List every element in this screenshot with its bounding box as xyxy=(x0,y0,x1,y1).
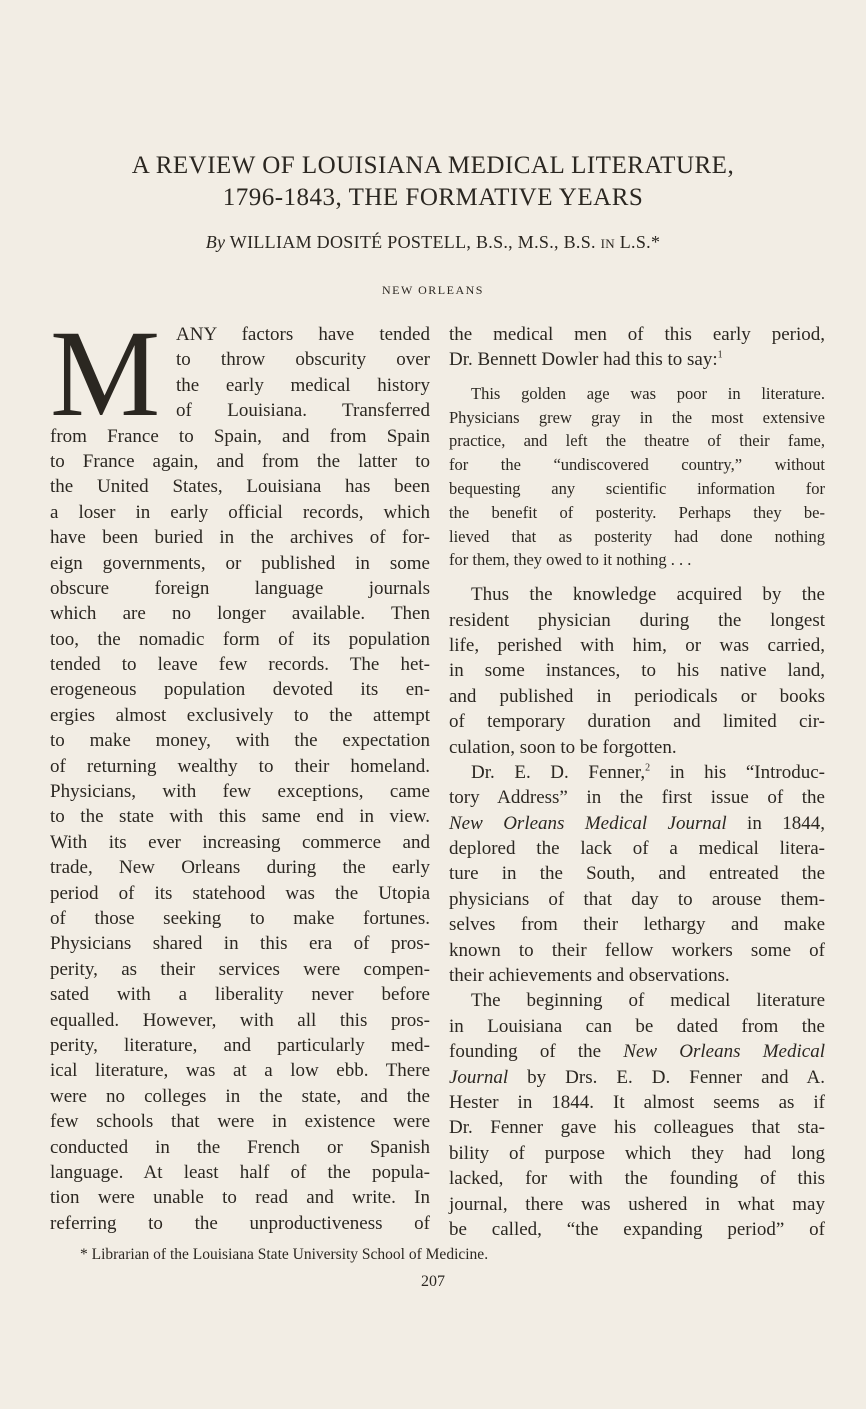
text-line: physicians of that day to arouse them- xyxy=(449,888,825,910)
text-line: ergies almost exclusively to the attempt xyxy=(50,704,430,726)
text-line: be called, “the expanding period” of xyxy=(449,1218,825,1240)
text-line: Physicians shared in this era of pros- xyxy=(50,933,430,955)
text-line: for the “undiscovered country,” without xyxy=(449,455,825,475)
text-line: ical literature, was at a low ebb. There xyxy=(50,1060,430,1082)
text-line: period of its statehood was the Utopia xyxy=(50,882,430,904)
footnote: * Librarian of the Louisiana State University School of Medicine. xyxy=(80,1246,489,1263)
left-column-text xyxy=(50,305,430,1236)
text-line: life, perished with him, or was carried, xyxy=(449,634,825,656)
text-line: tion were unable to read and write. In xyxy=(50,1187,430,1209)
text-line: This golden age was poor in literature. xyxy=(471,383,825,403)
text-line: of those seeking to make fortunes. xyxy=(50,907,430,929)
text-line: in some instances, to his native land, xyxy=(449,660,825,682)
paragraph-knowledge xyxy=(449,582,825,760)
right-intro-line: the medical men of this early period, xyxy=(449,324,825,345)
text-line: erogeneous population devoted its en- xyxy=(50,679,430,701)
text-line: too, the nomadic form of its population xyxy=(50,628,430,650)
page-number: 207 xyxy=(421,1273,445,1290)
text-line: Hester in 1844. It almost seems as if xyxy=(449,1091,825,1113)
text-line: to throw obscurity over xyxy=(176,349,430,371)
text-line: a loser in early official records, which xyxy=(50,501,430,523)
text-line: journal, there was ushered in what may xyxy=(449,1193,825,1215)
text-line: New Orleans Medical Journal in 1844, xyxy=(449,812,825,834)
text-line: ANY factors have tended xyxy=(176,324,430,345)
text-line: the early medical history xyxy=(176,374,430,396)
text-line: perity, literature, and particularly med- xyxy=(50,1034,430,1056)
text-line: obscure foreign language journals xyxy=(50,577,430,599)
article-title xyxy=(40,150,826,214)
text-line: from France to Spain, and from Spain xyxy=(50,425,430,447)
block-quote xyxy=(449,382,825,572)
text-line: Journal by Drs. E. D. Fenner and A. xyxy=(449,1066,825,1088)
text-line: their achievements and observations. xyxy=(449,965,730,987)
text-line: tended to leave few records. The het- xyxy=(50,654,430,676)
text-line: the United States, Louisiana has been xyxy=(50,476,430,498)
text-line: conducted in the French or Spanish xyxy=(50,1136,430,1158)
text-line: referring to the unproductiveness of xyxy=(50,1212,430,1234)
byline xyxy=(40,232,826,253)
text-line: Physicians grew gray in the most extensive xyxy=(449,407,825,427)
title-line-2: 1796-1843, THE FORMATIVE YEARS xyxy=(222,184,644,211)
text-line: selves from their lethargy and make xyxy=(449,914,825,936)
text-line: have been buried in the archives of for- xyxy=(50,527,430,549)
right-intro-line: Dr. Bennett Dowler had this to say:$^1$ xyxy=(449,349,723,371)
text-line: Dr. Fenner gave his colleagues that sta- xyxy=(449,1117,825,1139)
text-line: practice, and left the theatre of their fame, xyxy=(449,431,825,451)
text-line: of temporary duration and limited cir- xyxy=(449,711,825,733)
text-line: trade, New Orleans during the early xyxy=(50,857,430,879)
text-line: few schools that were in existence were xyxy=(50,1111,430,1133)
byline-author: WILLIAM DOSITÉ POSTELL, B.S., M.S., B.S. xyxy=(229,232,596,252)
text-line: Dr. E. D. Fenner,$^2$ in his “Introduc- xyxy=(471,761,826,783)
text-line: language. At least half of the popula- xyxy=(50,1161,430,1183)
byline-in: IN xyxy=(600,236,615,251)
text-line: were no colleges in the state, and the xyxy=(50,1085,430,1107)
text-line: of returning wealthy to their homeland. xyxy=(50,755,430,777)
title-line-1: A REVIEW OF LOUISIANA MEDICAL LITERATURE, xyxy=(131,152,735,179)
text-line: culation, soon to be forgotten. xyxy=(449,736,677,758)
text-line: for them, they owed to it nothing . . . xyxy=(449,550,692,570)
text-line: lieved that as posterity had done nothing xyxy=(449,526,825,546)
text-line: to the state with this same end in view. xyxy=(50,806,430,828)
drop-cap: M xyxy=(50,305,161,442)
text-line: which are no longer available. Then xyxy=(50,603,430,625)
text-line: founding of the New Orleans Medical xyxy=(449,1041,825,1063)
text-line: to France again, and from the latter to xyxy=(50,450,430,472)
location-line: NEW ORLEANS xyxy=(382,283,484,297)
paragraph-fenner xyxy=(449,760,825,989)
text-line: and published in periodicals or books xyxy=(449,685,825,707)
text-line: sated with a liberality never before xyxy=(50,984,430,1006)
byline-degree: L.S.* xyxy=(619,232,661,252)
text-line: eign governments, or published in some xyxy=(50,552,430,574)
text-line: bequesting any scientific information for xyxy=(449,478,825,498)
paragraph-beginning xyxy=(449,988,825,1242)
left-column xyxy=(50,305,430,1236)
text-line: tory Address” in the first issue of the xyxy=(449,787,825,809)
text-line: ture in the South, and entreated the xyxy=(449,863,825,885)
byline-by: By xyxy=(205,232,226,252)
right-column xyxy=(449,322,825,1242)
text-line: resident physician during the longest xyxy=(449,609,825,631)
text-line: lacked, for with the founding of this xyxy=(449,1168,825,1190)
text-line: With its ever increasing commerce and xyxy=(50,831,430,853)
text-line: deplored the lack of a medical litera- xyxy=(449,838,825,860)
text-line: bility of purpose which they had long xyxy=(449,1142,825,1164)
text-line: Physicians, with few exceptions, came xyxy=(50,781,430,803)
text-line: equalled. However, with all this pros- xyxy=(50,1009,430,1031)
text-line: to make money, with the expectation xyxy=(50,730,430,752)
text-line: of Louisiana. Transferred xyxy=(176,400,430,422)
text-line: known to their fellow workers some of xyxy=(449,939,825,961)
text-line: The beginning of medical literature xyxy=(471,990,825,1012)
text-line: the benefit of posterity. Perhaps they be- xyxy=(449,502,825,522)
text-line: perity, as their services were compen- xyxy=(50,958,430,980)
text-line: in Louisiana can be dated from the xyxy=(449,1015,825,1037)
text-line: Thus the knowledge acquired by the xyxy=(471,584,825,606)
